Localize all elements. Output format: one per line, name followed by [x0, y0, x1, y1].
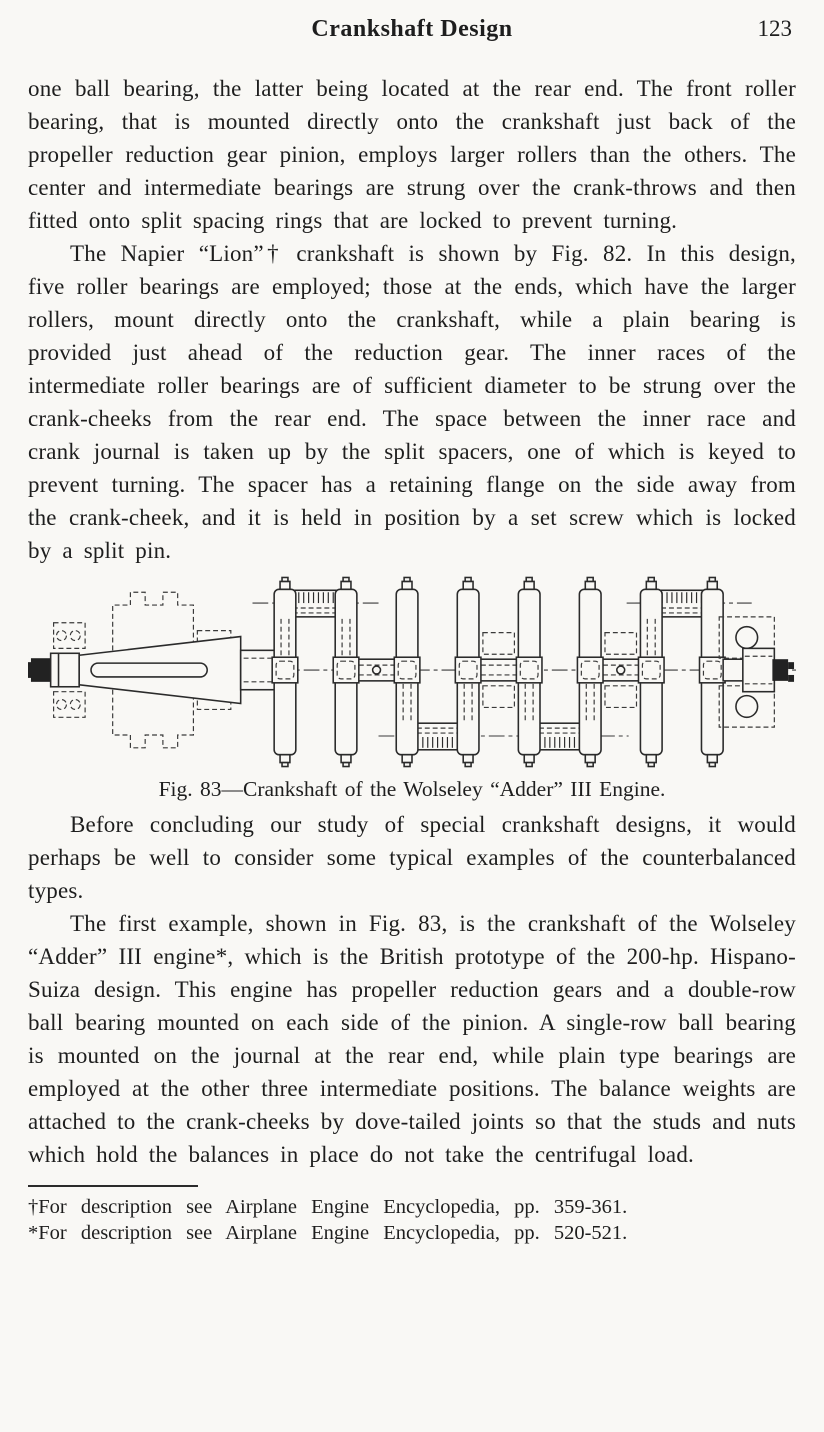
book-page	[0, 16, 824, 1432]
figure-83	[28, 575, 796, 802]
footnote: *For description see Airplane Engine Encyclopedia, pp. 520-521.	[28, 1222, 628, 1244]
paragraph: one ball bearing, the latter being located at the rear end. The front roller bearing, that is mounted directly onto the crankshaft just back of the propeller reduction gear pinion, employs larger rollers than the others. The center and intermediate bearings are strung over the crank-throws and then fitted onto split spacing rings that are locked to prevent turning.	[28, 76, 796, 233]
page-title: Crankshaft Design	[311, 16, 513, 42]
crankshaft-drawing	[28, 575, 796, 769]
footnote-rule	[28, 1185, 198, 1187]
paragraph: The first example, shown in Fig. 83, is the crankshaft of the Wolseley “Adder” III engine*, which is the British prototype of the 200-hp. Hispano-Suiza design. This engine has propeller reduction gears and a double-row ball bearing mounted on each side of the pinion. A single-row ball bearing is mounted on the journal at the rear end, while plain type bearings are employed at the other three intermediate positions. The balance weights are attached to the crank-cheeks by dove-tailed joints so that the studs and nuts which hold the balances in place do not take the centrifugal load.	[28, 911, 796, 1167]
paragraph: The Napier “Lion”† crankshaft is shown by Fig. 82. In this design, five roller bearings are employed; those at the ends, which have the larger rollers, mount directly onto the crankshaft, while a plain bearing is provided just ahead of the reduction gear. The inner races of the intermediate roller bearings are of sufficient diameter to be strung over the crank-cheeks from the rear end. The space between the inner race and crank journal is taken up by the split spacers, one of which is keyed to prevent turning. The spacer has a retaining flange on the side away from the crank-cheek, and it is held in position by a set screw which is locked by a split pin.	[28, 241, 796, 563]
figure-caption: Fig. 83—Crankshaft of the Wolseley “Adder” III Engine.	[158, 777, 666, 801]
text-column	[28, 72, 796, 1171]
page-number: 123	[757, 16, 792, 41]
paragraph: Before concluding our study of special crankshaft designs, it would perhaps be well to consider some typical examples of the counterbalanced types.	[28, 812, 796, 903]
footnotes	[28, 1185, 796, 1246]
footnote: †For description see Airplane Engine Encyclopedia, pp. 359-361.	[28, 1196, 628, 1218]
running-head	[0, 16, 824, 46]
